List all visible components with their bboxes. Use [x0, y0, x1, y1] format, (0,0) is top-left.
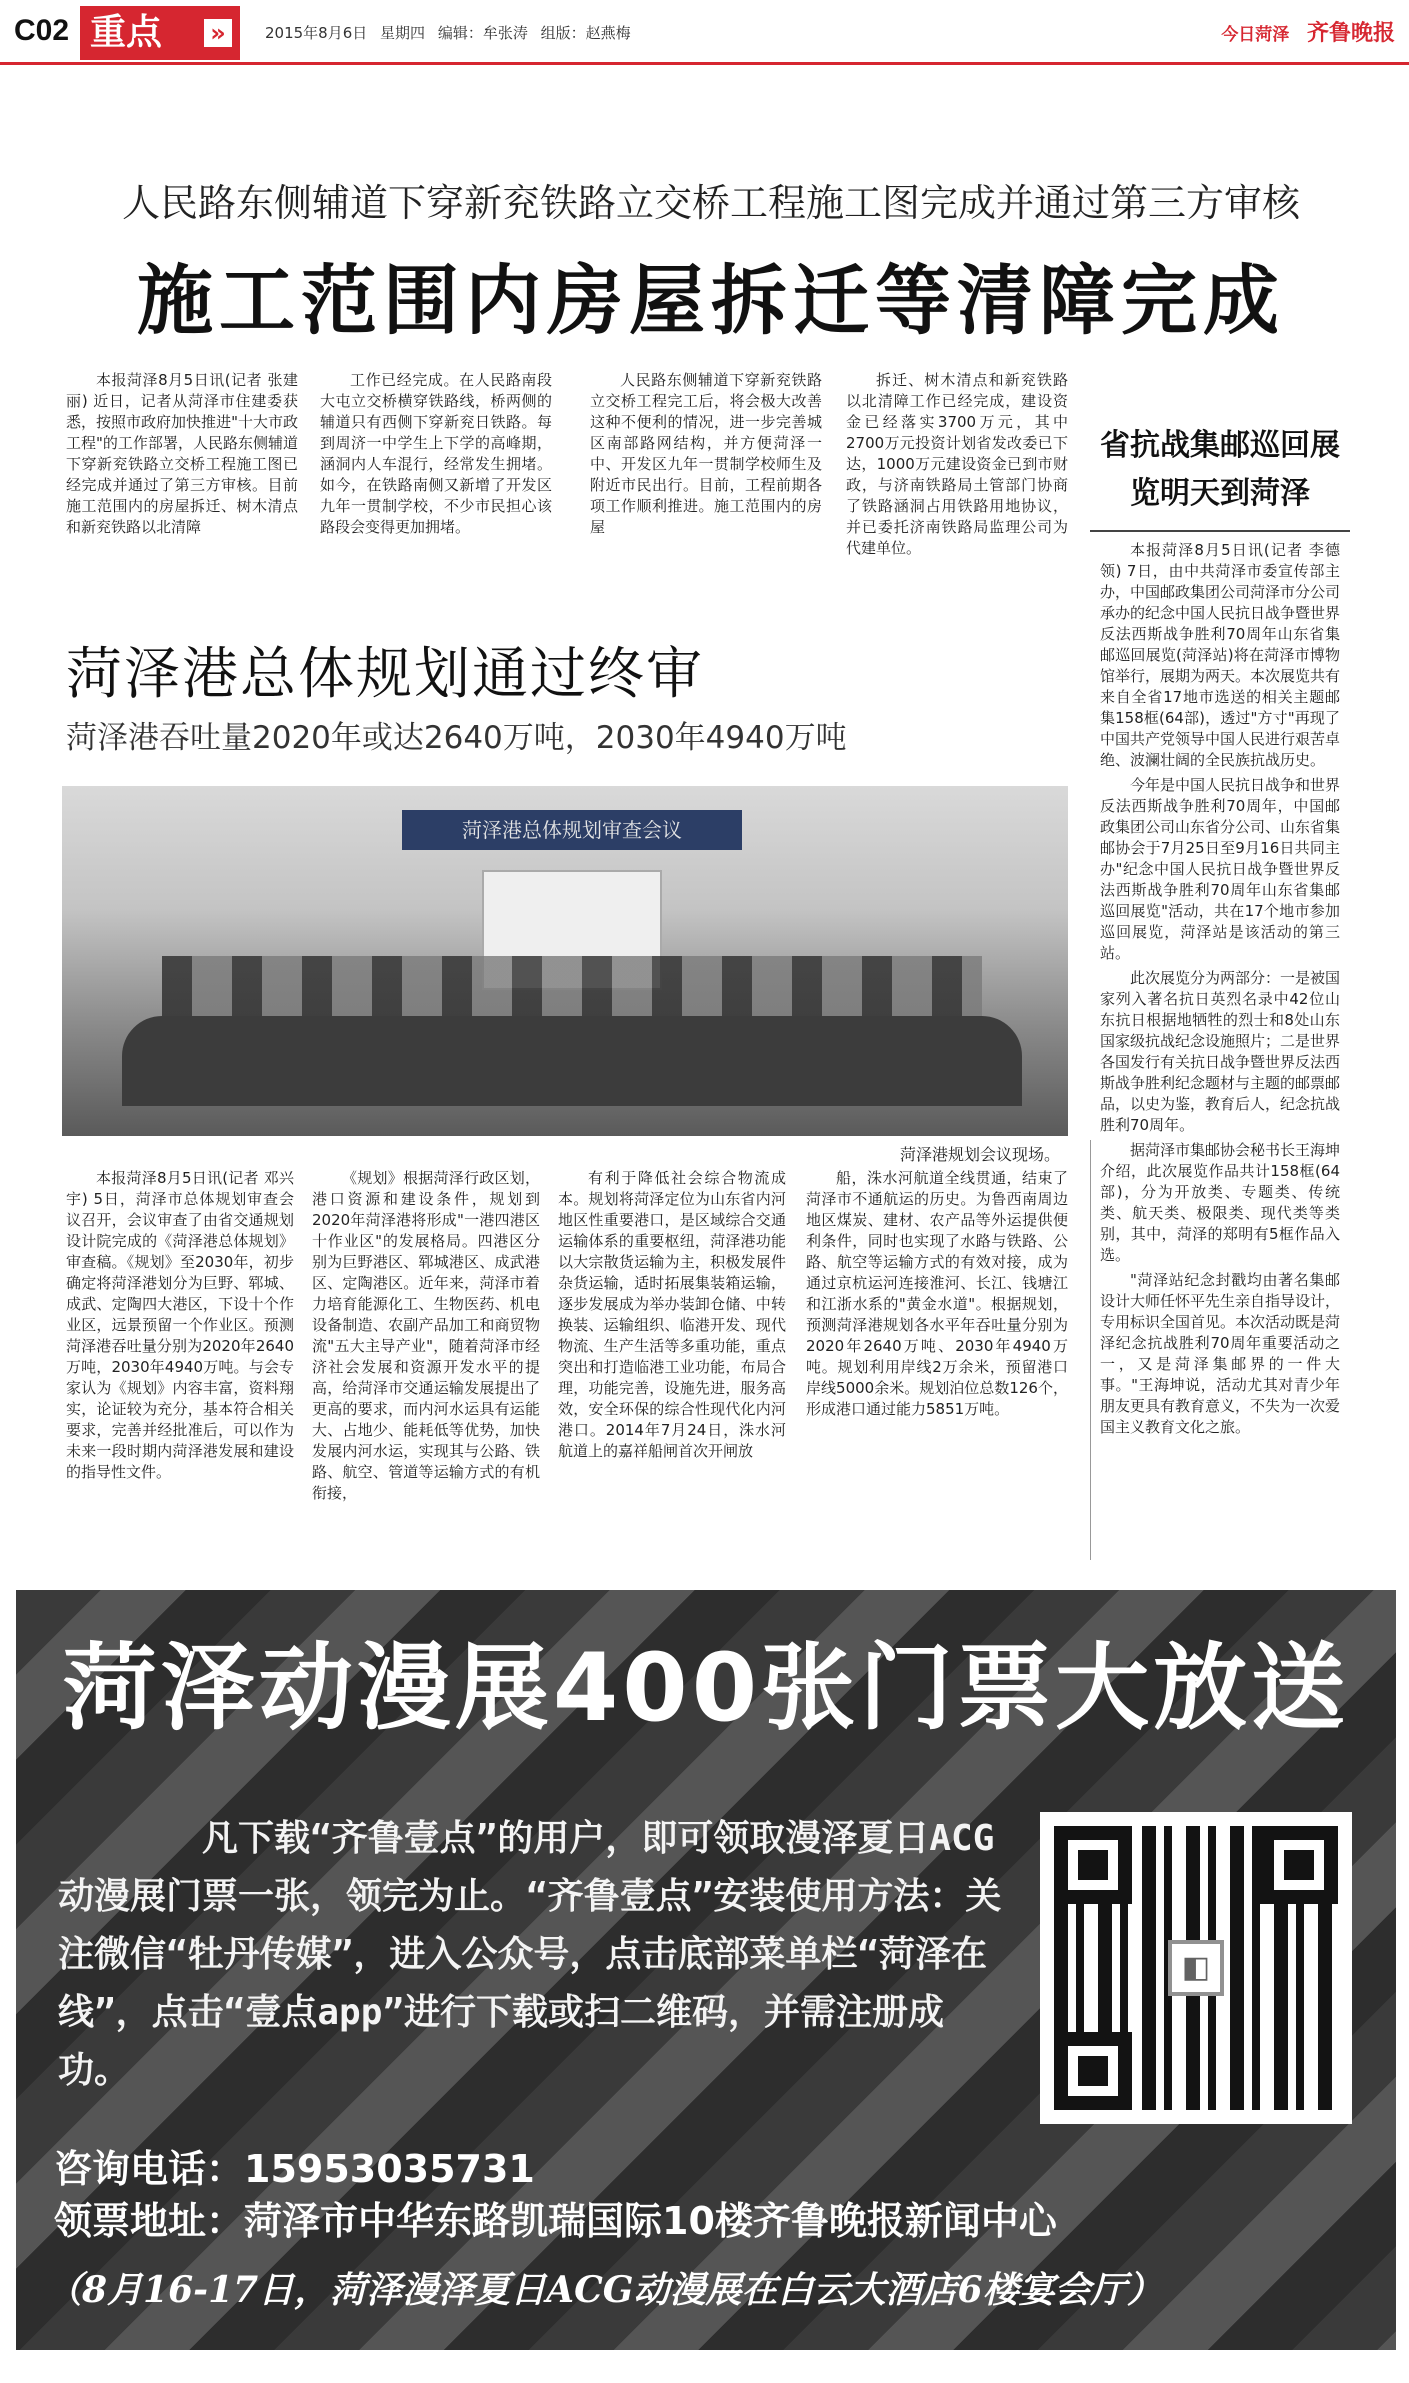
brand-logo: 齐鲁晚报: [1306, 21, 1395, 46]
double-arrow-icon: »: [204, 19, 232, 47]
advertisement: [16, 1590, 1396, 2350]
ad-body: 凡下载“齐鲁壹点”的用户，即可领取漫泽夏日ACG动漫展门票一张，领完为止。“齐鲁壹点”安装使用方法：关注微信“牡丹传媒”，进入公众号，点击底部菜单栏“菏泽在线”，点击“壹点app”进行下载或扫二维码，并需注册成功。: [58, 1818, 1002, 2091]
header-info: [265, 22, 631, 43]
header-rule: [0, 62, 1409, 65]
lead-kicker: 人民路东侧辅道下穿新兖铁路立交桥工程施工图完成并通过第三方审核: [121, 181, 1300, 225]
lead-column-3: 人民路东侧辅道下穿新兖铁路立交桥工程完工后，将会极大改善这种不便利的情况，进一步完善城区南部路网结构，并方便菏泽一中、开发区九年一贯制学校师生及附近市民出行。目前，工程前期各项工作顺利推进。施工范围内的房屋: [590, 371, 822, 536]
column-label: 今日菏泽: [1221, 25, 1290, 45]
lead-column-2: 工作已经完成。在人民路南段大屯立交桥横穿铁路线，桥两侧的辅道只有西侧下穿新兖日铁路。每到周济一中学生上下学的高峰期，涵洞内人车混行，经常发生拥堵。如今，在铁路南侧又新增了开发区九年一贯制学校，不少市民担心该路段会变得更加拥堵。: [320, 371, 552, 536]
brand: [1221, 16, 1395, 47]
sidebar-rule: [1090, 530, 1350, 532]
sidebar-paragraph: "菏泽站纪念封戳均由著名集邮设计大师任怀平先生亲自指导设计，专用标识全国首见。本次活动既是菏泽纪念抗战胜利70周年重要活动之一，又是菏泽集邮界的一件大事。"王海坤说，活动尤其对青少年朋友更具有教育意义，不失为一次爱国主义教育文化之旅。: [1100, 1271, 1341, 1436]
port-column-4: 船，洙水河航道全线贯通，结束了菏泽市不通航运的历史。为鲁西南周边地区煤炭、建材、农产品等外运提供便利条件，同时也实现了水路与铁路、公路、航空等运输方式的有效对接，成为通过京杭运河连接淮河、长江、钱塘江和江浙水系的"黄金水道"。根据规划，预测菏泽港规划各水平年吞吐量分别为2020年2640万吨、2030年4940万吨。规划利用岸线2万余米，预留港口岸线5000余米。规划泊位总数126个，形成港口通过能力5851万吨。: [806, 1169, 1068, 1418]
issue-date: 2015年8月6日: [265, 24, 368, 42]
page-number: C02: [14, 14, 70, 47]
sidebar-paragraph: 据菏泽市集邮协会秘书长王海坤介绍，此次展览作品共计158框(64部)，分为开放类、专题类、传统类、航天类、极限类、现代类等类别，其中，菏泽的郑明有5框作品入选。: [1100, 1141, 1341, 1264]
qr-code-icon[interactable]: [1040, 1812, 1352, 2124]
lead-column-1: 本报菏泽8月5日讯(记者 张建丽) 近日，记者从菏泽市住建委获悉，按照市政府加快推进"十大市政工程"的工作部署，人民路东侧辅道下穿新兖铁路立交桥工程施工图已经完成并通过了第三方审核。目前施工范围内的房屋拆迁、树木清点和新兖铁路以北清障: [66, 371, 298, 536]
photo-banner: 菏泽港总体规划审查会议: [402, 810, 742, 850]
section-label: [80, 6, 240, 60]
qr-logo-icon: ◧: [1168, 1940, 1224, 1996]
page-header: [0, 0, 1409, 60]
lead-headline: 施工范围内房屋拆迁等清障完成: [137, 256, 1285, 345]
editor: 编辑：牟张涛: [437, 24, 528, 42]
photo-caption: 菏泽港规划会议现场。: [899, 1145, 1060, 1164]
ad-note: （8月16-17日，菏泽漫泽夏日ACG动漫展在白云大酒店6楼宴会厅）: [46, 2269, 1163, 2311]
sidebar-body: [1100, 540, 1340, 1438]
meeting-photo: [62, 786, 1068, 1136]
sidebar-headline: 省抗战集邮巡回展览明天到菏泽: [1100, 428, 1340, 511]
port-column-3: 有利于降低社会综合物流成本。规划将菏泽定位为山东省内河地区性重要港口，是区域综合交通运输体系的重要枢纽，菏泽港功能以大宗散货运输为主，积极发展件杂货运输，适时拓展集装箱运输，逐步发展成为举办装卸仓储、中转换装、运输组织、临港开发、现代物流、生产生活等多重功能，重点突出和打造临港工业功能，布局合理，功能完善，设施先进，服务高效，安全环保的综合性现代化内河港口。2014年7月24日，洙水河航道上的嘉祥船闸首次开闸放: [558, 1169, 786, 1460]
ad-title: 菏泽动漫展400张门票大放送: [62, 1634, 1350, 1743]
column-divider: [1090, 1140, 1091, 1560]
port-headline: 菏泽港总体规划通过终审: [66, 642, 704, 707]
sidebar-paragraph: 本报菏泽8月5日讯(记者 李德领) 7日，由中共菏泽市委宣传部主办，中国邮政集团公司菏泽市分公司承办的纪念中国人民抗日战争暨世界反法西斯战争胜利70周年山东省集邮巡回展览(菏泽站)将在菏泽市博物馆举行，展期为两天。本次展览共有来自全省17地市选送的相关主题邮集158框(64部)，透过"方寸"再现了中国共产党领导中国人民进行艰苦卓绝、波澜壮阔的全民族抗战历史。: [1100, 541, 1341, 769]
lead-column-4: 拆迁、树木清点和新兖铁路以北清障工作已经完成，建设资金已经落实3700万元，其中2700万元投资计划省发改委已下达，1000万元建设资金已到市财政，与济南铁路局土管部门协商了铁路涵洞占用铁路用地协议，并已委托济南铁路局监理公司为代建单位。: [846, 371, 1068, 557]
port-column-1: 本报菏泽8月5日讯(记者 邓兴宇) 5日，菏泽市总体规划审查会议召开，会议审查了由省交通规划设计院完成的《菏泽港总体规划》审查稿。《规划》至2030年，初步确定将菏泽港划分为巨野、郓城、成武、定陶四大港区，下设十个作业区，远景预留一个作业区。预测菏泽港吞吐量分别为2020年2640万吨，2030年4940万吨。与会专家认为《规划》内容丰富，资料翔实，论证较为充分，基本符合相关要求，完善并经批准后，可以作为未来一段时期内菏泽港发展和建设的指导性文件。: [66, 1169, 294, 1481]
sidebar-paragraph: 此次展览分为两部分：一是被国家列入著名抗日英烈名录中42位山东抗日根据地牺牲的烈士和8处山东国家级抗战纪念设施照片；二是世界各国发行有关抗日战争暨世界反法西斯战争胜利纪念题材与主题的邮票邮品，以史为鉴，教育后人，纪念抗战胜利70周年。: [1100, 969, 1341, 1134]
sidebar-paragraph: 今年是中国人民抗日战争和世界反法西斯战争胜利70周年，中国邮政集团公司山东省分公司、山东省集邮协会于7月25日至9月16日共同主办"纪念中国人民抗日战争暨世界反法西斯战争胜利70周年山东省集邮巡回展览"活动，共在17个地市参加巡回展览，菏泽站是该活动的第三站。: [1100, 776, 1341, 962]
qr-finder-icon: [1054, 2032, 1132, 2110]
issue-weekday: 星期四: [380, 24, 426, 42]
attendees: [162, 956, 982, 1016]
section-name: 重点: [90, 12, 163, 53]
port-column-2: 《规划》根据菏泽行政区划，港口资源和建设条件，规划到2020年菏泽港将形成"一港四港区十作业区"的发展格局。四港区分别为巨野港区、郓城港区、成武港区、定陶港区。近年来，菏泽市着力培育能源化工、生物医药、机电设备制造、农副产品加工和商贸物流"五大主导产业"，随着菏泽市经济社会发展和资源开发水平的提高，给菏泽市交通运输发展提出了更高的要求，而内河水运具有运能大、占地少、能耗低等优势，加快发展内河水运，实现其与公路、铁路、航空、管道等运输方式的有机衔接，: [312, 1169, 540, 1502]
qr-finder-icon: [1054, 1826, 1132, 1904]
qr-finder-icon: [1260, 1826, 1338, 1904]
ad-phone: 咨询电话：15953035731: [54, 2147, 535, 2191]
conference-table: [122, 1016, 1022, 1106]
layout-editor: 组版：赵燕梅: [540, 24, 631, 42]
ad-address: 领票地址：菏泽市中华东路凯瑞国际10楼齐鲁晚报新闻中心: [54, 2199, 1057, 2243]
qr-pattern: [1054, 1826, 1338, 2110]
port-deck: 菏泽港吞吐量2020年或达2640万吨，2030年4940万吨: [66, 720, 847, 756]
